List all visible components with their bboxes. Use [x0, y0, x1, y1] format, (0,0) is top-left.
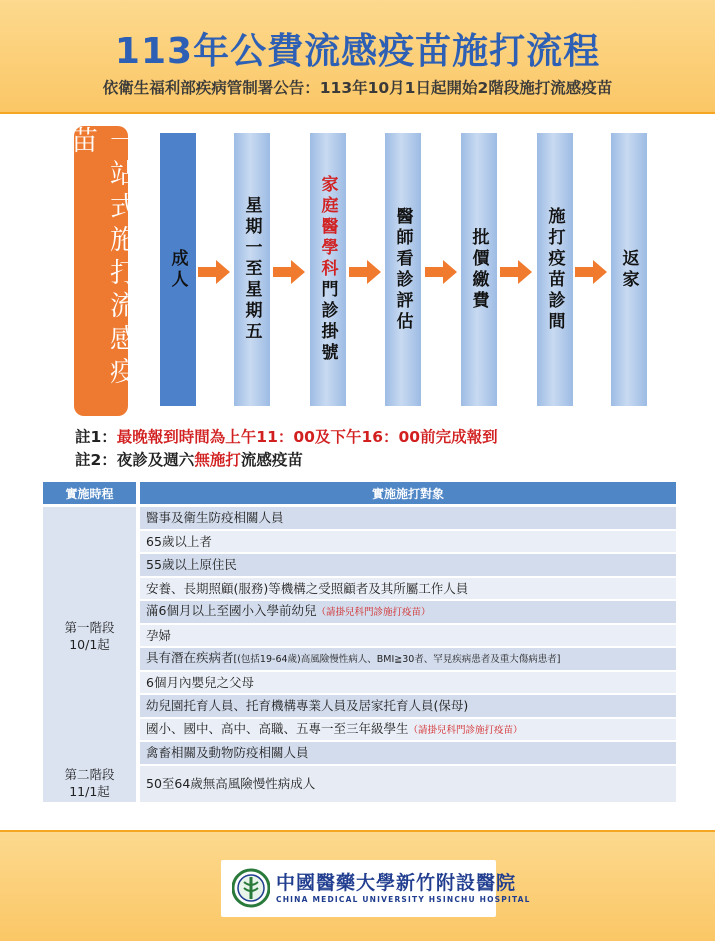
flow-step-dept: 家庭醫學科 — [317, 175, 338, 280]
table-row — [43, 671, 676, 695]
page-title: 113年公費流感疫苗施打流程 — [114, 31, 601, 72]
table-row — [43, 765, 676, 802]
note-2-text-red: 無施打 — [194, 451, 241, 469]
arrow-right-icon — [500, 260, 532, 284]
table-row — [43, 530, 676, 554]
table-row — [43, 741, 676, 765]
table-cell: 6個月內嬰兒之父母 — [138, 671, 676, 695]
row-note: （請掛兒科門診施打疫苗） — [316, 607, 431, 619]
table-cell — [138, 600, 676, 624]
flow-step-weekday — [234, 133, 270, 406]
phase-1-label: 第一階段 — [64, 619, 115, 635]
flow-step-label: 施打疫苗診間 — [544, 206, 565, 333]
note-1-text: 最晚報到時間為上午11：00及下午16：00前完成報到 — [116, 428, 498, 446]
row-note: （請掛兒科門診施打疫苗） — [408, 724, 523, 736]
table-header-target: 實施施打對象 — [138, 482, 676, 506]
table-header-schedule: 實施時程 — [43, 482, 138, 506]
table-row — [43, 718, 676, 742]
arrow-right-icon — [575, 260, 607, 284]
arrow-right-icon — [198, 260, 230, 284]
table-cell: 醫事及衛生防疫相關人員 — [138, 506, 676, 530]
flow-step-label: 批價繳費 — [468, 227, 489, 312]
flow-step-label: 門診掛號 — [317, 280, 338, 364]
phase-1-cell — [43, 506, 138, 765]
arrow-right-icon — [273, 260, 305, 284]
table-row — [43, 624, 676, 648]
table-cell: 幼兒園托育人員、托育機構專業人員及居家托育人員(保母) — [138, 694, 676, 718]
table-row — [43, 506, 676, 530]
schedule-table — [43, 482, 676, 802]
table-row — [43, 694, 676, 718]
flow-step-payment — [461, 133, 497, 406]
note-1-label: 註1： — [75, 428, 117, 446]
note-2-text-b: 流感疫苗 — [240, 451, 303, 469]
table-cell: 65歲以上者 — [138, 530, 676, 554]
hospital-name-en: CHINA MEDICAL UNIVERSITY HSINCHU HOSPITAL — [276, 895, 531, 904]
flow-step-label: 醫師看診評估 — [392, 206, 413, 333]
onestop-label: 一站式施打流感疫苗 — [74, 126, 128, 416]
arrow-right-icon — [425, 260, 457, 284]
table-cell: 55歲以上原住民 — [138, 553, 676, 577]
note-2-label: 註2： — [75, 451, 117, 469]
phase-2-label: 第二階段 — [64, 767, 115, 782]
row-text: 國小、國中、高中、高職、五專一至三年級學生 — [146, 720, 409, 736]
table-cell: 孕婦 — [138, 624, 676, 648]
table-row — [43, 577, 676, 601]
note-2-text-a: 夜診及週六 — [116, 451, 195, 469]
table-row — [43, 600, 676, 624]
flow-step-registration — [310, 133, 346, 406]
table-row — [43, 553, 676, 577]
header-divider — [0, 112, 715, 114]
flow-step-home — [611, 133, 647, 406]
hospital-name-cn: 中國醫藥大學新竹附設醫院 — [276, 872, 517, 894]
table-row — [43, 647, 676, 671]
page-subtitle: 依衛生福利部疾病管制署公告：113年10月1日起開始2階段施打流感疫苗 — [102, 79, 613, 97]
note-2 — [75, 450, 303, 470]
phase-2-cell — [43, 765, 138, 802]
table-header-row — [43, 482, 676, 506]
table-cell — [138, 647, 676, 671]
phase-2-date: 11/1起 — [69, 784, 110, 799]
flow-step-vaccination — [537, 133, 573, 406]
table-cell — [138, 718, 676, 742]
row-small: [(包括19-64歲)高風險慢性病人、BMI≧30者、罕見疾病患者及重大傷病患者] — [233, 654, 561, 666]
table-cell: 禽畜相關及動物防疫相關人員 — [138, 741, 676, 765]
table-cell: 安養、長期照顧(服務)等機構之受照顧者及其所屬工作人員 — [138, 577, 676, 601]
flow-step-consult — [385, 133, 421, 406]
arrow-right-icon — [349, 260, 381, 284]
flow-step-label: 星期一至星期五 — [241, 196, 262, 343]
hospital-emblem-icon — [232, 866, 270, 910]
flow-step-label: 返家 — [618, 248, 639, 291]
row-text: 具有潛在疾病者 — [146, 650, 234, 666]
row-text: 滿6個月以上至國小入學前幼兒 — [146, 603, 317, 619]
flow-step-adult — [160, 133, 196, 406]
phase-1-date: 10/1起 — [69, 636, 110, 652]
note-1 — [75, 427, 498, 447]
table-cell: 50至64歲無高風險慢性病成人 — [138, 765, 676, 802]
flow-step-label: 成人 — [167, 248, 188, 291]
